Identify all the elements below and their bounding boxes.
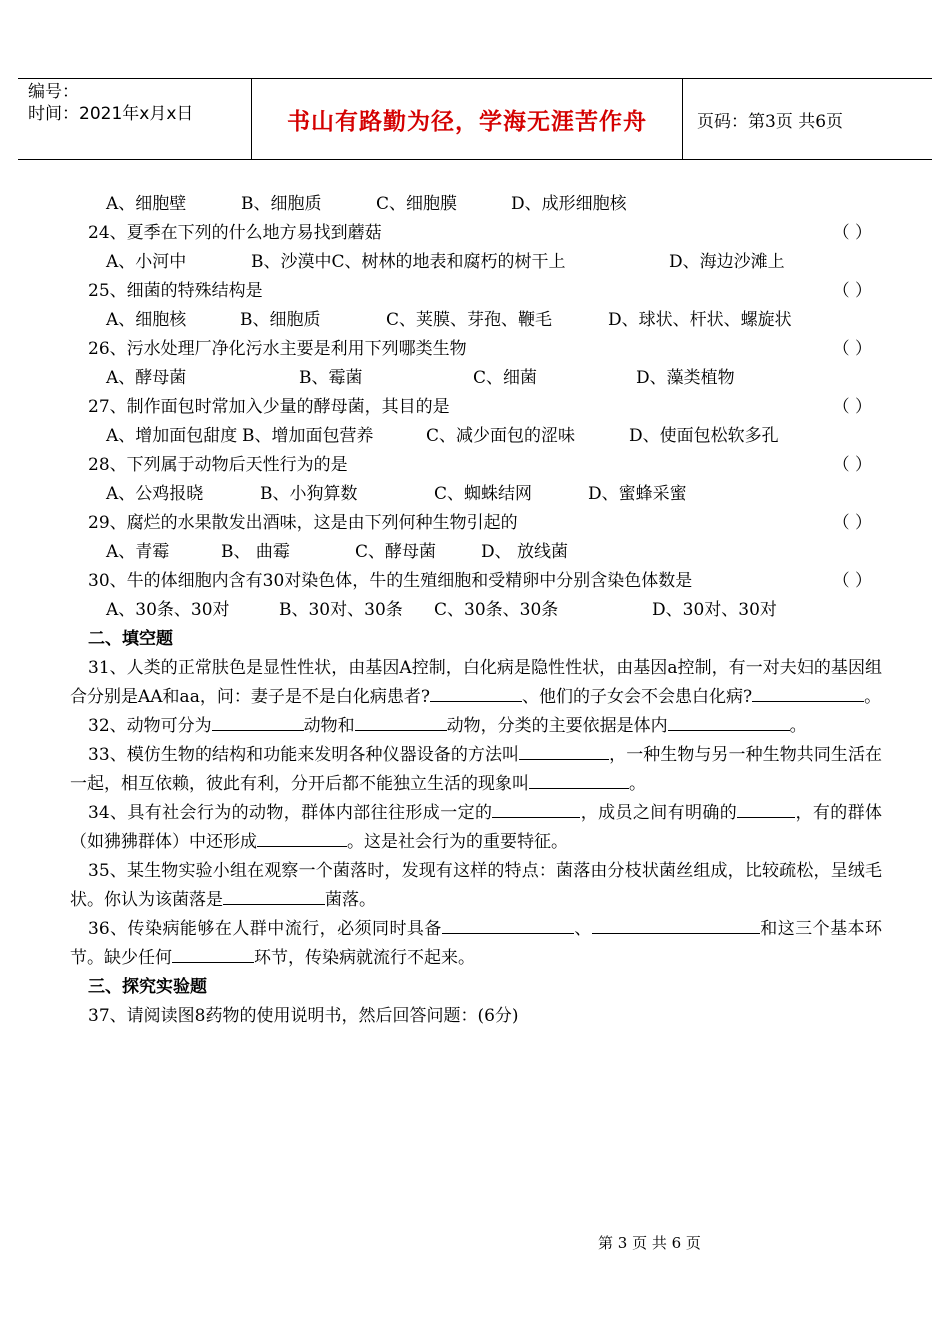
option: D、成形细胞核 xyxy=(511,194,627,214)
section-title: 二、填空题 xyxy=(88,629,173,649)
option: A、30条、30对 xyxy=(106,600,230,620)
option: C、细胞膜 xyxy=(376,194,458,214)
q31-text: 。 xyxy=(864,687,882,707)
answer-blank[interactable] xyxy=(355,712,447,731)
q31-text: 31、人类的正常肤色是显性性状，由基因A控制，白化病是隐性性状，由基因a控制，有一对夫妇的基因组合分别是AA和aa，问：妻子是不是白化病患者? xyxy=(70,658,882,707)
q33-text: 33、模仿生物的结构和功能来发明各种仪器设备的方法叫 xyxy=(88,745,520,765)
option: B、小狗算数 xyxy=(260,484,358,504)
answer-blank[interactable] xyxy=(257,828,347,847)
option: A、酵母菌 xyxy=(106,368,187,388)
answer-blank[interactable] xyxy=(668,712,790,731)
question xyxy=(70,509,882,538)
q36-text: 36、传染病能够在人群中流行，必须同时具备 xyxy=(88,919,442,939)
document-body xyxy=(70,190,882,1031)
answer-blank[interactable] xyxy=(172,944,254,963)
question-options xyxy=(70,538,882,567)
q36-text: 、 xyxy=(573,919,592,939)
q35-text: 35、某生物实验小组在观察一个菌落时，发现有这样的特点：菌落由分枝状菌丝组成，比较疏松，呈绒毛状。你认为该菌落是 xyxy=(70,861,882,910)
code-label: 编号： xyxy=(28,82,79,102)
option: C、减少面包的涩味 xyxy=(426,426,576,446)
answer-blank[interactable] xyxy=(752,683,864,702)
section-title: 三、探究实验题 xyxy=(88,977,207,997)
option: B、细胞质 xyxy=(241,194,322,214)
question-options xyxy=(70,364,882,393)
question-options xyxy=(70,596,882,625)
q31-text: 、他们的子女会不会患白化病? xyxy=(521,687,753,707)
answer-blank[interactable] xyxy=(529,770,629,789)
answer-blank[interactable] xyxy=(430,683,522,702)
answer-blank[interactable] xyxy=(492,799,580,818)
fill-question-36 xyxy=(70,915,882,973)
option: B、细胞质 xyxy=(240,310,321,330)
question-text: 29、腐烂的水果散发出酒味，这是由下列何种生物引起的 xyxy=(88,513,518,533)
option: D、海边沙滩上 xyxy=(669,252,785,272)
question xyxy=(70,451,882,480)
answer-paren: （ ） xyxy=(832,223,872,243)
option: B、沙漠中C、树林的地表和腐朽的树干上 xyxy=(251,252,566,272)
answer-paren: （ ） xyxy=(832,455,872,475)
option: B、增加面包营养 xyxy=(242,426,374,446)
option: C、细菌 xyxy=(473,368,538,388)
answer-paren: （ ） xyxy=(832,513,872,533)
q32-text: 。 xyxy=(789,716,807,736)
fill-question-33 xyxy=(70,741,882,799)
question-text: 25、细菌的特殊结构是 xyxy=(88,281,263,301)
q34-text: ，有的群体（如狒狒群体）中还形成 xyxy=(70,803,882,852)
option: C、酵母菌 xyxy=(355,542,437,562)
fill-question-32 xyxy=(70,712,882,741)
answer-paren: （ ） xyxy=(832,397,872,417)
time-label: 时间：2021年x月x日 xyxy=(28,104,194,124)
option: A、公鸡报晓 xyxy=(106,484,204,504)
option: A、青霉 xyxy=(106,542,170,562)
option: D、30对、30对 xyxy=(652,600,777,620)
question-options xyxy=(70,422,882,451)
q35-text: 菌落。 xyxy=(325,890,376,910)
option: D、蜜蜂采蜜 xyxy=(588,484,687,504)
q33-text: ，一种生物与另一种生物共同生活在一起，相互依赖，彼此有利，分开后都不能独立生活的现象叫 xyxy=(70,745,882,794)
answer-blank[interactable] xyxy=(737,799,795,818)
option: C、蜘蛛结网 xyxy=(434,484,533,504)
option: A、增加面包甜度 xyxy=(106,426,238,446)
option: D、 放线菌 xyxy=(481,542,569,562)
answer-blank[interactable] xyxy=(223,886,325,905)
question-text: 26、污水处理厂净化污水主要是利用下列哪类生物 xyxy=(88,339,467,359)
q34-text: 34、具有社会行为的动物，群体内部往往形成一定的 xyxy=(88,803,493,823)
q32-text: 32、动物可分为 xyxy=(88,716,212,736)
header-page-info: 页码：第3页 共6页 xyxy=(697,111,844,132)
fill-question-34 xyxy=(70,799,882,857)
option: C、荚膜、芽孢、鞭毛 xyxy=(386,310,553,330)
q33-text: 。 xyxy=(629,774,646,794)
question xyxy=(70,567,882,596)
answer-paren: （ ） xyxy=(832,339,872,359)
q34-text: 。这是社会行为的重要特征。 xyxy=(347,832,568,852)
option: C、30条、30条 xyxy=(434,600,559,620)
answer-paren: （ ） xyxy=(832,571,872,591)
question-options xyxy=(70,306,882,335)
question xyxy=(70,393,882,422)
option: B、 曲霉 xyxy=(221,542,290,562)
question-options xyxy=(70,480,882,509)
option: D、使面包松软多孔 xyxy=(629,426,779,446)
question xyxy=(70,219,882,248)
q36-text: 环节，传染病就流行不起来。 xyxy=(254,948,475,968)
option: B、30对、30条 xyxy=(279,600,403,620)
answer-paren: （ ） xyxy=(832,281,872,301)
q32-text: 动物和 xyxy=(303,716,355,736)
question-text: 27、制作面包时常加入少量的酵母菌，其目的是 xyxy=(88,397,450,417)
question xyxy=(70,335,882,364)
question xyxy=(70,277,882,306)
option: D、球状、杆状、螺旋状 xyxy=(608,310,792,330)
question-options xyxy=(70,248,882,277)
option: A、细胞核 xyxy=(106,310,187,330)
q36-text: 和这三个基本环节。缺少任何 xyxy=(70,919,883,968)
header-meta xyxy=(18,79,252,159)
q23-options xyxy=(70,190,882,219)
option: D、藻类植物 xyxy=(636,368,735,388)
fill-question-31 xyxy=(70,654,882,712)
header-motto: 书山有路勤为径，学海无涯苦作舟 xyxy=(252,79,683,159)
answer-blank[interactable] xyxy=(519,741,609,760)
fill-question-35 xyxy=(70,857,882,915)
q32-text: 动物，分类的主要依据是体内 xyxy=(446,716,668,736)
answer-blank[interactable] xyxy=(592,915,760,934)
question-37: 37、请阅读图8药物的使用说明书，然后回答问题：(6分) xyxy=(88,1006,519,1026)
question-text: 30、牛的体细胞内含有30对染色体，牛的生殖细胞和受精卵中分别含染色体数是 xyxy=(88,571,693,591)
answer-blank[interactable] xyxy=(442,915,574,934)
page-header xyxy=(18,78,932,160)
answer-blank[interactable] xyxy=(212,712,304,731)
option: A、小河中 xyxy=(106,252,187,272)
page-footer: 第 3 页 共 6 页 xyxy=(598,1234,701,1252)
q34-text: ，成员之间有明确的 xyxy=(580,803,738,823)
question-text: 28、下列属于动物后天性行为的是 xyxy=(88,455,348,475)
question-text: 24、夏季在下列的什么地方易找到蘑菇 xyxy=(88,223,382,243)
option: B、霉菌 xyxy=(299,368,363,388)
option: A、细胞壁 xyxy=(106,194,187,214)
